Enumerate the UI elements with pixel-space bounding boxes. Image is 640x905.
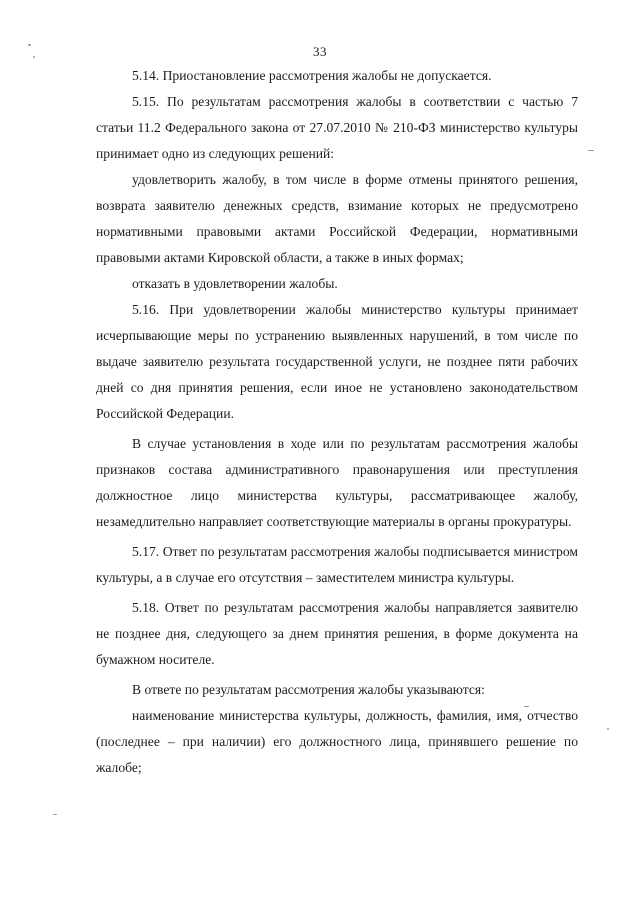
paragraph-violation-found: В случае установления в ходе или по результатам рассмотрения жалобы признаков состава административного правонарушения или преступления должностное лицо министерства культуры, рассматривающее жалобу, незамедлительно направляет соответствующие материалы в органы прокуратуры. <box>96 436 578 529</box>
scan-speck <box>524 706 529 707</box>
scan-speck <box>53 814 57 815</box>
paragraph-response-contents: В ответе по результатам рассмотрения жалобы указываются: <box>132 682 485 697</box>
scan-speck <box>607 728 609 730</box>
paragraph-satisfy-complaint: удовлетворить жалобу, в том числе в форме отмены принятого решения, возврата заявителю денежных средств, взимание которых не предусмотрено нормативными правовыми актами Российской Федерации, нормативными правовыми актами Кировской области, а также в иных формах; <box>96 172 578 265</box>
paragraph-5-17: 5.17. Ответ по результатам рассмотрения жалобы подписывается министром культуры, а в случае его отсутствия – заместителем министра культуры. <box>96 544 578 585</box>
paragraph-ministry-name: наименование министерства культуры, должность, фамилия, имя, отчество (последнее – при наличии) его должностного лица, принявшего решение по жалобе; <box>96 708 578 775</box>
document-body <box>96 63 578 781</box>
paragraph-5-15: 5.15. По результатам рассмотрения жалобы в соответствии с частью 7 статьи 11.2 Федерального закона от 27.07.2010 № 210-ФЗ министерство культуры принимает одно из следующих решений: <box>96 94 578 161</box>
paragraph-reject-complaint: отказать в удовлетворении жалобы. <box>132 276 338 291</box>
scan-speck <box>588 150 594 151</box>
paragraph-5-18: 5.18. Ответ по результатам рассмотрения жалобы направляется заявителю не позднее дня, следующего за днем принятия решения, в форме документа на бумажном носителе. <box>96 600 578 667</box>
page-number: 33 <box>313 44 327 59</box>
scan-speck <box>33 56 35 58</box>
paragraph-5-14: 5.14. Приостановление рассмотрения жалобы не допускается. <box>132 68 492 83</box>
paragraph-5-16: 5.16. При удовлетворении жалобы министерство культуры принимает исчерпывающие меры по устранению выявленных нарушений, в том числе по выдаче заявителю результата государственной услуги, не позднее пяти рабочих дней со дня принятия решения, если иное не установлено законодательством Российской Федерации. <box>96 302 578 421</box>
scan-speck <box>28 44 31 46</box>
